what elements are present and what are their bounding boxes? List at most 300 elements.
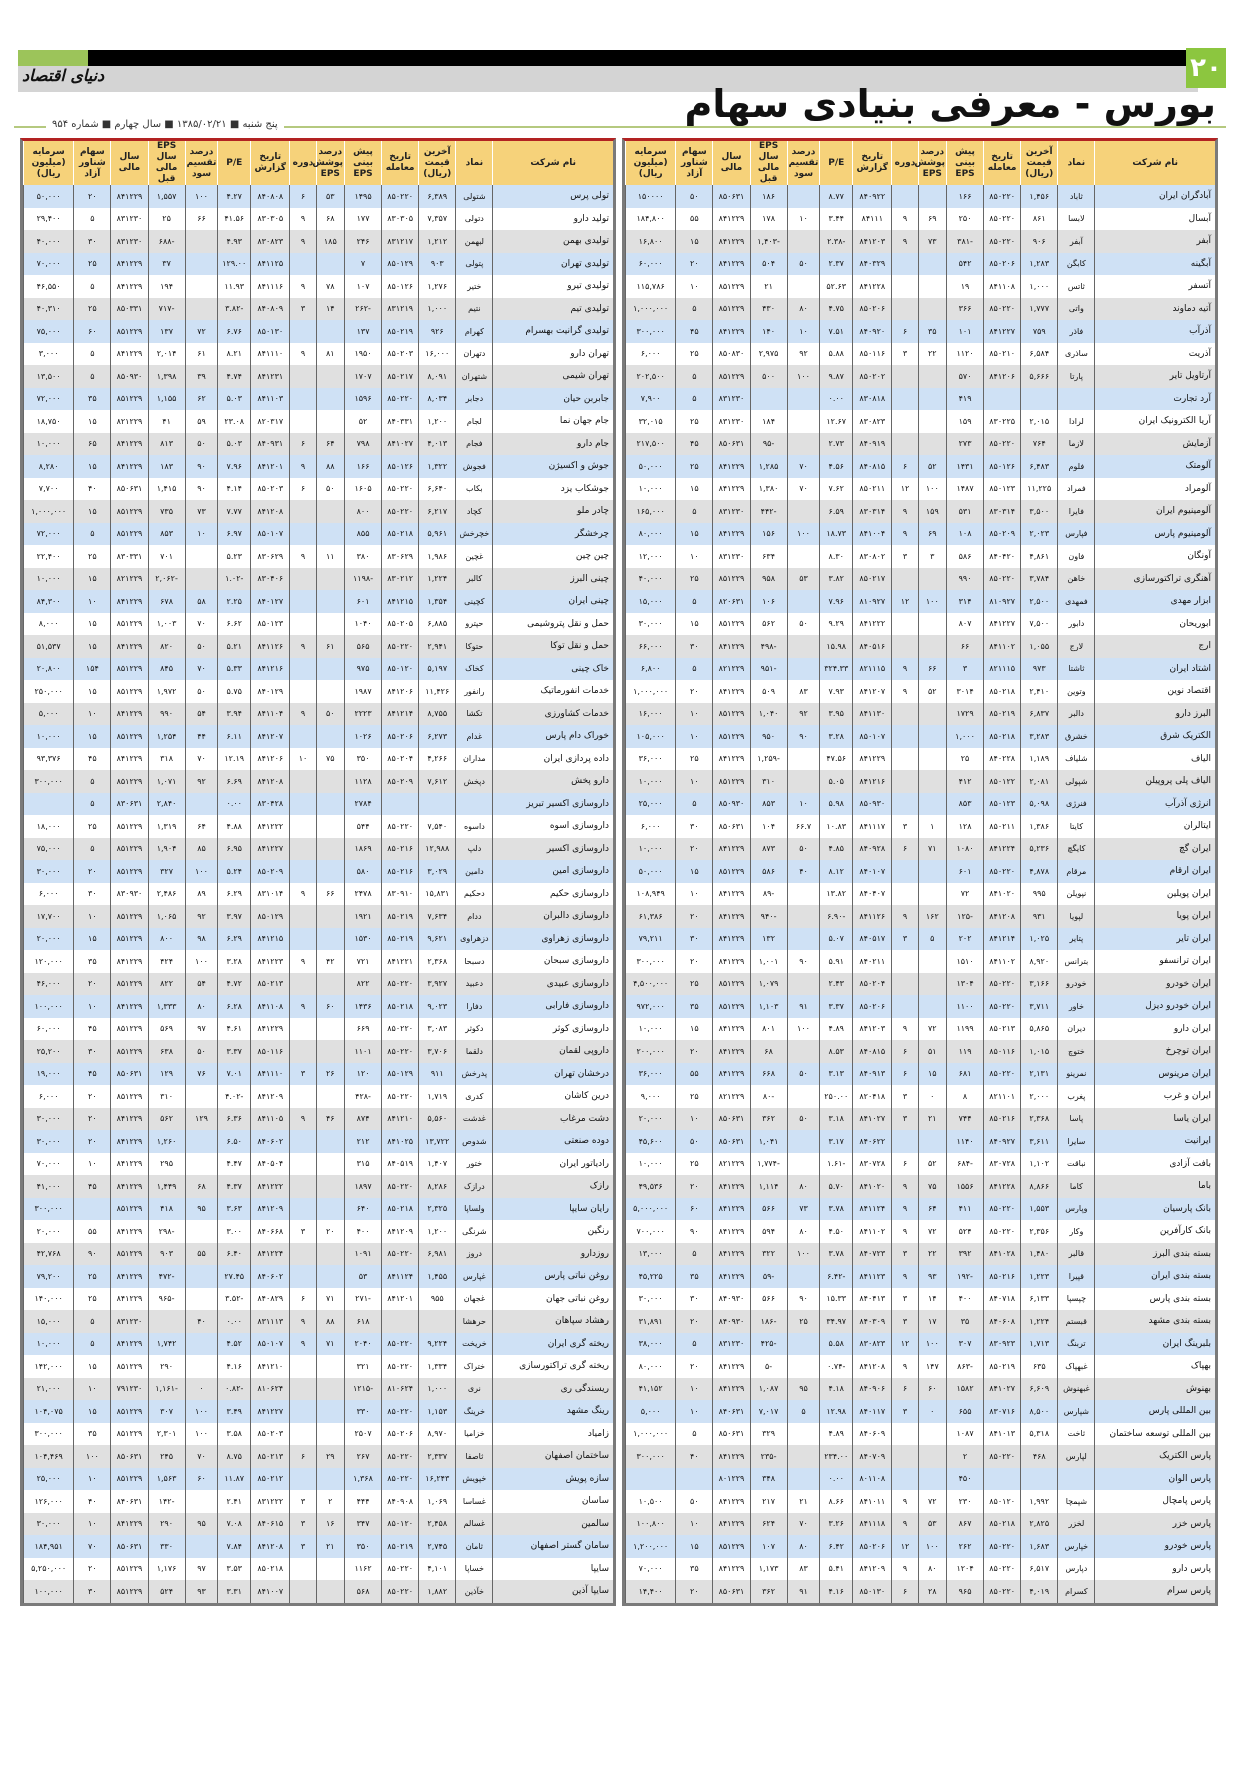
cell-trade-date: ۸۵۰۲۱۸ [382, 995, 419, 1018]
cell-trade-date: ۸۵۰۲۲۰ [984, 185, 1021, 208]
cell-symbol: خساپا [456, 1558, 493, 1581]
table-row [626, 950, 1216, 973]
cell-prev-eps: ۱۰۶ [750, 590, 787, 613]
cell-last-price: ۶,۶۰۹ [1021, 1378, 1058, 1401]
cell-free-float: ۳۰ [676, 815, 713, 838]
cell-symbol: ددام [456, 905, 493, 928]
table-row [24, 995, 614, 1018]
cell-trade-date: ۸۵۰۲۲۰ [984, 1220, 1021, 1243]
cell-dividend-pct: ۹۱ [787, 1580, 820, 1603]
cell-trade-date [984, 1468, 1021, 1491]
cell-company-name: حمل و نقل پتروشیمی [493, 613, 613, 636]
table-row [24, 815, 614, 838]
cell-pe-ratio: ۴.۱۸ [820, 1378, 853, 1401]
table-row [24, 478, 614, 501]
cell-company-name: اقتصاد نوین [1095, 680, 1215, 703]
cell-prev-eps: ۲,۳۰۱ [148, 1423, 185, 1446]
cell-pe-ratio: ۸.۶۶ [820, 1490, 853, 1513]
cell-last-price: ۱۲,۹۸۸ [419, 838, 456, 861]
cell-company-name: پارس الوان [1095, 1468, 1215, 1491]
cell-fiscal-year: ۸۴۱۲۲۹ [111, 433, 148, 456]
table-row [626, 973, 1216, 996]
cell-period: ۶ [290, 1288, 316, 1311]
cell-capital: ۲۱,۰۰۰ [24, 1378, 74, 1401]
cell-prev-eps: -۶۸۸ [148, 230, 185, 253]
cell-dividend-pct [787, 590, 820, 613]
cell-symbol: سایرا [1058, 1130, 1095, 1153]
cell-free-float: ۵ [676, 298, 713, 321]
cell-dividend-pct: ۴۰ [787, 860, 820, 883]
cell-dividend-pct [185, 1490, 218, 1513]
cell-capital: ۷۲,۰۰۰ [24, 388, 74, 411]
cell-report-date: ۸۴۰۸۱۵ [853, 1040, 892, 1063]
cell-free-float: ۲۰ [676, 1040, 713, 1063]
cell-fiscal-year: ۸۴۱۲۲۹ [111, 748, 148, 771]
cell-eps-forecast: ۸۰۰ [344, 500, 381, 523]
cell-prev-eps: ۵۰۴ [750, 253, 787, 276]
cell-eps-forecast: ۸۶۷ [946, 1513, 983, 1536]
cell-fiscal-year: ۸۵۰۶۳۱ [111, 1535, 148, 1558]
cell-symbol [1058, 388, 1095, 411]
cell-fiscal-year: ۷۹۱۲۳۰ [111, 1378, 148, 1401]
cell-pe-ratio: -۳.۵۲ [218, 1288, 251, 1311]
cell-eps-coverage [918, 365, 946, 388]
cell-report-date: ۸۴۱۱۲۵ [251, 253, 290, 276]
cell-capital: ۱۰,۰۰۰ [24, 1333, 74, 1356]
cell-trade-date: ۸۴۰۹۰۸ [382, 1490, 419, 1513]
cell-symbol: خآذین [456, 1580, 493, 1603]
cell-eps-coverage [918, 275, 946, 298]
cell-free-float: ۴۵ [74, 1175, 111, 1198]
cell-eps-forecast: ۱۱۲۰ [946, 343, 983, 366]
cell-dividend-pct [787, 1040, 820, 1063]
cell-prev-eps: ۱,۵۵۷ [148, 185, 185, 208]
cell-symbol: دزهراوی [456, 928, 493, 951]
cell-prev-eps: ۱,۳۸۰ [750, 478, 787, 501]
cell-pe-ratio: ۵.۰۳ [218, 433, 251, 456]
cell-prev-eps: ۱۴۰ [750, 320, 787, 343]
cell-company-name: تهران دارو [493, 343, 613, 366]
table-row [24, 1288, 614, 1311]
cell-free-float: ۱۵ [74, 928, 111, 951]
cell-trade-date: ۸۳۱۲۱۷ [382, 230, 419, 253]
cell-free-float: ۵ [74, 523, 111, 546]
cell-fiscal-year: ۸۵۱۲۲۹ [111, 1558, 148, 1581]
cell-eps-forecast: -۶۸۴ [946, 1153, 983, 1176]
table-row [626, 1243, 1216, 1266]
cell-period [892, 410, 918, 433]
cell-symbol: خشرق [1058, 725, 1095, 748]
cell-trade-date: ۸۴۱۱۰۲ [984, 635, 1021, 658]
cell-dividend-pct: ۵۰ [787, 253, 820, 276]
cell-report-date: ۸۵۰۲۰۶ [853, 1535, 892, 1558]
cell-eps-coverage: ۵۲ [918, 1153, 946, 1176]
cell-fiscal-year: ۸۵۱۲۲۹ [111, 1400, 148, 1423]
cell-free-float: ۴۵ [676, 433, 713, 456]
cell-eps-forecast: ۸۵۳ [946, 793, 983, 816]
cell-prev-eps: ۱,۳۹۸ [148, 365, 185, 388]
cell-prev-eps: ۹۰۳ [148, 1243, 185, 1266]
cell-fiscal-year: ۸۴۱۲۲۹ [713, 950, 750, 973]
cell-eps-coverage: ۷۳ [918, 230, 946, 253]
cell-prev-eps: -۴۷۲ [148, 1265, 185, 1288]
cell-last-price: ۱,۳۵۴ [419, 590, 456, 613]
cell-trade-date: ۸۵۰۲۱۸ [984, 680, 1021, 703]
cell-fiscal-year: ۸۴۰۶۳۱ [713, 1400, 750, 1423]
cell-period [290, 1018, 316, 1041]
cell-prev-eps: ۷۳۵ [148, 500, 185, 523]
table-row [626, 635, 1216, 658]
cell-symbol: دیران [1058, 1018, 1095, 1041]
table-row [626, 365, 1216, 388]
cell-fiscal-year: ۸۴۰۶۳۱ [111, 1490, 148, 1513]
cell-trade-date: ۸۵۰۲۰۶ [382, 725, 419, 748]
cell-fiscal-year: ۸۴۱۲۲۹ [713, 883, 750, 906]
cell-eps-coverage: ۱۵ [918, 1063, 946, 1086]
cell-free-float: ۷۰ [74, 1535, 111, 1558]
cell-last-price: ۸۶۱ [1021, 208, 1058, 231]
cell-eps-coverage [316, 860, 344, 883]
cell-company-name: بسته بندی مشهد [1095, 1310, 1215, 1333]
cell-trade-date: ۸۵۰۲۰۶ [382, 1423, 419, 1446]
cell-pe-ratio: ۷.۰۸ [218, 1513, 251, 1536]
cell-prev-eps: ۱۸۶ [750, 185, 787, 208]
cell-pe-ratio: ۳.۴۴ [820, 208, 853, 231]
cell-pe-ratio: ۳.۲۸ [820, 725, 853, 748]
cell-fiscal-year: ۸۵۱۲۲۹ [111, 1423, 148, 1446]
cell-report-date: ۸۵۰۲۰۳ [251, 1423, 290, 1446]
cell-prev-eps: ۱,۰۴۰ [750, 703, 787, 726]
cell-eps-forecast: ۱۰۹۱ [344, 1243, 381, 1266]
cell-prev-eps: ۸۲۲ [148, 973, 185, 996]
cell-last-price: ۹,۰۲۳ [419, 995, 456, 1018]
cell-trade-date: ۸۱۰۶۲۴ [382, 1378, 419, 1401]
cell-eps-forecast: ۱۴۳۱ [946, 455, 983, 478]
cell-company-name: داروسازی اکسیر تبریز [493, 793, 613, 816]
cell-company-name: سالمین [493, 1513, 613, 1536]
cell-period: ۳ [892, 1310, 918, 1333]
cell-prev-eps: ۱,۱۵۵ [148, 388, 185, 411]
cell-eps-forecast: ۷۹۸ [344, 433, 381, 456]
cell-period [290, 568, 316, 591]
cell-period: ۳ [892, 1108, 918, 1131]
cell-dividend-pct: ۹۰ [787, 950, 820, 973]
cell-free-float: ۱۵ [676, 613, 713, 636]
table-row [626, 230, 1216, 253]
cell-prev-eps [750, 388, 787, 411]
cell-pe-ratio: ۶.۵۰ [218, 1130, 251, 1153]
cell-symbol: شرنگی [456, 1220, 493, 1243]
cell-company-name: بهنوش [1095, 1378, 1215, 1401]
cell-eps-coverage [316, 388, 344, 411]
table-row [626, 568, 1216, 591]
cell-symbol: فمهدی [1058, 590, 1095, 613]
cell-last-price: ۱,۰۰۰ [419, 298, 456, 321]
cell-last-price: ۴,۲۶۶ [419, 748, 456, 771]
cell-period: ۹ [892, 1490, 918, 1513]
cell-period: ۹ [290, 230, 316, 253]
cell-period [892, 635, 918, 658]
cell-eps-forecast: ۱۲۸ [946, 815, 983, 838]
cell-trade-date [382, 793, 419, 816]
cell-fiscal-year: ۸۵۱۲۲۹ [713, 973, 750, 996]
cell-symbol: لبهمن [456, 230, 493, 253]
cell-company-name: البرز دارو [1095, 703, 1215, 726]
cell-eps-forecast: ۱۷۲۹ [946, 703, 983, 726]
table-row [24, 838, 614, 861]
cell-symbol: مرقام [1058, 860, 1095, 883]
cell-fiscal-year: ۸۳۰۶۳۱ [111, 793, 148, 816]
cell-dividend-pct: ۵۰ [787, 838, 820, 861]
cell-prev-eps: ۱,۰۸۷ [750, 1378, 787, 1401]
cell-pe-ratio: -۶.۹۰ [820, 905, 853, 928]
table-row [626, 995, 1216, 1018]
cell-eps-forecast: ۲۵۰ [946, 208, 983, 231]
cell-trade-date: ۸۵۰۲۱۱ [984, 815, 1021, 838]
cell-last-price: ۱,۲۸۳ [1021, 253, 1058, 276]
cell-eps-forecast: ۱۱۲۸ [344, 770, 381, 793]
cell-period: ۹ [892, 500, 918, 523]
cell-dividend-pct [787, 658, 820, 681]
cell-free-float: ۵ [676, 1333, 713, 1356]
cell-fiscal-year: ۸۵۱۲۲۹ [713, 1535, 750, 1558]
cell-eps-coverage [316, 928, 344, 951]
cell-report-date: ۸۲۰۴۱۸ [853, 1085, 892, 1108]
cell-capital: ۱۹,۰۰۰ [24, 1063, 74, 1086]
cell-dividend-pct: ۱۰ [185, 523, 218, 546]
cell-report-date: ۸۴۱۲۲۸ [853, 275, 892, 298]
cell-trade-date: ۸۵۰۲۲۰ [382, 1018, 419, 1041]
cell-capital: ۱۰,۰۰۰ [626, 770, 676, 793]
cell-company-name: ساسان [493, 1490, 613, 1513]
cell-last-price: ۱,۷۱۳ [1021, 1333, 1058, 1356]
table-row [24, 1085, 614, 1108]
cell-company-name: بین المللی توسعه ساختمان [1095, 1423, 1215, 1446]
cell-free-float: ۴۵ [676, 320, 713, 343]
cell-prev-eps: ۱,۰۰۳ [148, 613, 185, 636]
cell-eps-forecast: ۲۰۲ [946, 928, 983, 951]
cell-dividend-pct: ۹۵ [787, 1378, 820, 1401]
cell-prev-eps: ۶۳۸ [148, 1040, 185, 1063]
cell-pe-ratio: ۳.۶۳ [218, 1198, 251, 1221]
cell-pe-ratio: ۹.۲۹ [820, 613, 853, 636]
cell-prev-eps: -۲۹۸ [148, 1220, 185, 1243]
cell-pe-ratio: ۵.۷۵ [218, 680, 251, 703]
cell-eps-coverage [316, 253, 344, 276]
cell-eps-forecast: ۳۱۴ [946, 590, 983, 613]
cell-fiscal-year: ۸۳۱۲۳۰ [713, 1333, 750, 1356]
cell-period [892, 995, 918, 1018]
cell-prev-eps: ۱,۱۷۶ [148, 1558, 185, 1581]
cell-capital: ۱۵,۰۰۰ [24, 1310, 74, 1333]
cell-capital: ۱۷,۷۰۰ [24, 905, 74, 928]
cell-symbol [1058, 1468, 1095, 1491]
cell-report-date: ۸۵۰۱۰۷ [853, 725, 892, 748]
cell-eps-forecast: ۲۲۲۳ [344, 703, 381, 726]
cell-free-float: ۵ [676, 1423, 713, 1446]
cell-last-price: ۴,۰۱۳ [419, 433, 456, 456]
cell-period: ۹ [290, 1333, 316, 1356]
cell-period [290, 725, 316, 748]
cell-symbol: ساذری [1058, 343, 1095, 366]
cell-eps-forecast: ۲۰۴۰ [344, 1333, 381, 1356]
cell-dividend-pct: ۹۵ [185, 1198, 218, 1221]
table-row [626, 793, 1216, 816]
cell-trade-date: ۸۵۰۲۲۰ [984, 298, 1021, 321]
table-row [626, 905, 1216, 928]
cell-trade-date: ۸۴۱۲۱۴ [984, 928, 1021, 951]
cell-company-name: رینگ مشهد [493, 1400, 613, 1423]
cell-pe-ratio: ۵.۲۳ [218, 545, 251, 568]
cell-capital: ۲۵۰,۰۰۰ [24, 680, 74, 703]
cell-period: ۹ [290, 1310, 316, 1333]
cell-prev-eps: ۳۲۲ [750, 1243, 787, 1266]
cell-eps-forecast: ۶۶ [946, 635, 983, 658]
cell-eps-coverage [918, 253, 946, 276]
cell-dividend-pct: ۱۰۰ [787, 365, 820, 388]
cell-eps-coverage: ۵ [918, 928, 946, 951]
cell-eps-coverage: ۲ [316, 1490, 344, 1513]
cell-trade-date: ۸۲۱۱۰۱ [984, 1085, 1021, 1108]
cell-period: ۹ [290, 275, 316, 298]
cell-company-name: رایان سایپا [493, 1198, 613, 1221]
table-row [626, 185, 1216, 208]
cell-trade-date: ۸۲۱۱۱۵ [984, 658, 1021, 681]
cell-symbol: دابور [1058, 613, 1095, 636]
cell-free-float: ۱۰ [676, 1513, 713, 1536]
cell-dividend-pct [185, 1130, 218, 1153]
cell-free-float: ۲۵ [74, 545, 111, 568]
cell-pe-ratio: ۱۲.۱۹ [218, 748, 251, 771]
cell-prev-eps: ۶۶۸ [750, 1063, 787, 1086]
cell-symbol: دلقما [456, 1040, 493, 1063]
cell-company-name: بافت آزادی [1095, 1153, 1215, 1176]
cell-eps-coverage [918, 950, 946, 973]
cell-fiscal-year: ۸۵۱۲۲۹ [111, 860, 148, 883]
cell-eps-coverage: ۱۴ [918, 1288, 946, 1311]
cell-report-date: ۸۴۱۲۲۹ [251, 1018, 290, 1041]
cell-dividend-pct [787, 1333, 820, 1356]
cell-period [290, 590, 316, 613]
cell-symbol: پغرب [1058, 1085, 1095, 1108]
cell-free-float: ۵ [74, 770, 111, 793]
cell-free-float: ۲۰ [676, 905, 713, 928]
cell-pe-ratio: ۴.۸۹ [820, 1423, 853, 1446]
cell-fiscal-year: ۸۳۱۲۳۰ [713, 410, 750, 433]
cell-prev-eps: ۸۷۳ [750, 838, 787, 861]
cell-prev-eps: -۴۲۵ [750, 1333, 787, 1356]
cell-eps-coverage: ۱۸۵ [316, 230, 344, 253]
cell-dividend-pct: ۲۵ [787, 1310, 820, 1333]
cell-pe-ratio: ۲.۲۵ [218, 590, 251, 613]
cell-dividend-pct: ۵۳ [787, 568, 820, 591]
cell-free-float: ۱۰ [676, 770, 713, 793]
cell-pe-ratio: ۲.۴۳ [820, 973, 853, 996]
cell-symbol: نری [456, 1378, 493, 1401]
cell-report-date: ۸۴۱۲۱۵ [251, 928, 290, 951]
cell-last-price: ۹۲۶ [419, 320, 456, 343]
cell-period: ۹ [290, 208, 316, 231]
table-row [24, 770, 614, 793]
cell-symbol: لرادا [1058, 410, 1095, 433]
cell-report-date: ۸۴۱۲۱۰ [251, 1355, 290, 1378]
cell-trade-date: ۸۴۱۲۲۸ [984, 1175, 1021, 1198]
cell-company-name: آذرآب [1095, 320, 1215, 343]
cell-company-name: ایران خودرو دیزل [1095, 995, 1215, 1018]
cell-report-date: ۸۴۰۵۰۴ [251, 1153, 290, 1176]
cell-prev-eps: ۲,۰۱۴ [148, 343, 185, 366]
cell-report-date: ۸۵۰۱۰۷ [251, 1333, 290, 1356]
cell-free-float: ۱۵ [74, 680, 111, 703]
cell-fiscal-year: ۸۵۰۶۳۱ [111, 1445, 148, 1468]
cell-last-price: ۱,۲۲۴ [419, 568, 456, 591]
cell-symbol: فپارس [1058, 523, 1095, 546]
cell-trade-date: ۸۵۰۱۲۳ [984, 793, 1021, 816]
cell-fiscal-year: ۸۵۰۶۳۱ [111, 478, 148, 501]
cell-pe-ratio: ۶.۵۹ [820, 500, 853, 523]
cell-report-date: ۸۴۱۱۱۸ [853, 1513, 892, 1536]
cell-trade-date: ۸۳۰۳۱۴ [984, 500, 1021, 523]
cell-capital: ۲۰,۰۰۰ [626, 1108, 676, 1131]
table-row [24, 928, 614, 951]
cell-eps-coverage: ۵۰ [316, 478, 344, 501]
cell-eps-forecast: ۱۵۳۰ [344, 928, 381, 951]
cell-last-price: ۵,۰۹۸ [1021, 793, 1058, 816]
cell-capital: ۸۰,۰۰۰ [626, 1355, 676, 1378]
cell-period: ۳ [892, 1400, 918, 1423]
cell-company-name: درخشان تهران [493, 1063, 613, 1086]
cell-dividend-pct: ۸۳ [787, 680, 820, 703]
cell-prev-eps: -۹۴۰ [750, 905, 787, 928]
cell-free-float: ۲۵ [676, 1085, 713, 1108]
cell-dividend-pct [185, 1265, 218, 1288]
page-title: بورس - معرفی بنیادی سهام [684, 82, 1216, 126]
cell-eps-forecast: ۱۳۰۴ [946, 973, 983, 996]
cell-trade-date: ۸۴۱۲۱۰ [382, 1108, 419, 1131]
cell-last-price: ۲,۰۰۰ [1021, 1085, 1058, 1108]
cell-capital: ۱۸۴,۹۵۱ [24, 1535, 74, 1558]
fundamentals-table-left [23, 141, 613, 1603]
cell-prev-eps: ۳۲۷ [148, 860, 185, 883]
cell-report-date: ۸۴۱۲۲۲ [251, 815, 290, 838]
cell-eps-forecast: ۶۴۰ [344, 1198, 381, 1221]
cell-report-date: ۸۴۰۸۲۹ [251, 1288, 290, 1311]
cell-last-price: ۸,۸۶۶ [1021, 1175, 1058, 1198]
cell-free-float: ۱۵ [74, 1355, 111, 1378]
cell-eps-forecast: ۱۹ [946, 275, 983, 298]
cell-period [290, 1243, 316, 1266]
table-row [24, 905, 614, 928]
cell-trade-date: ۸۵۰۲۲۰ [382, 1558, 419, 1581]
cell-last-price: ۹۹۵ [1021, 883, 1058, 906]
cell-capital: ۱۰,۰۰۰ [24, 433, 74, 456]
cell-company-name: آتیه دماوند [1095, 298, 1215, 321]
cell-prev-eps: ۲۱ [750, 275, 787, 298]
cell-company-name: ریخته گری تراکتورسازی [493, 1355, 613, 1378]
cell-report-date: ۸۲۱۱۱۵ [853, 658, 892, 681]
cell-trade-date: ۸۵۰۲۰۹ [984, 523, 1021, 546]
table-row [24, 1153, 614, 1176]
cell-pe-ratio: ۶.۶۹ [218, 770, 251, 793]
cell-report-date: ۸۴۰۳۰۹ [853, 1310, 892, 1333]
cell-eps-forecast: -۱۲۵ [946, 905, 983, 928]
table-row [626, 1310, 1216, 1333]
cell-free-float: ۵۰ [676, 1490, 713, 1513]
table-row [24, 1018, 614, 1041]
cell-eps-forecast: ۱۰۷ [344, 275, 381, 298]
col-header-prev-eps: EPS سال مالی قبل [750, 141, 787, 185]
cell-company-name: پارس سرام [1095, 1580, 1215, 1603]
